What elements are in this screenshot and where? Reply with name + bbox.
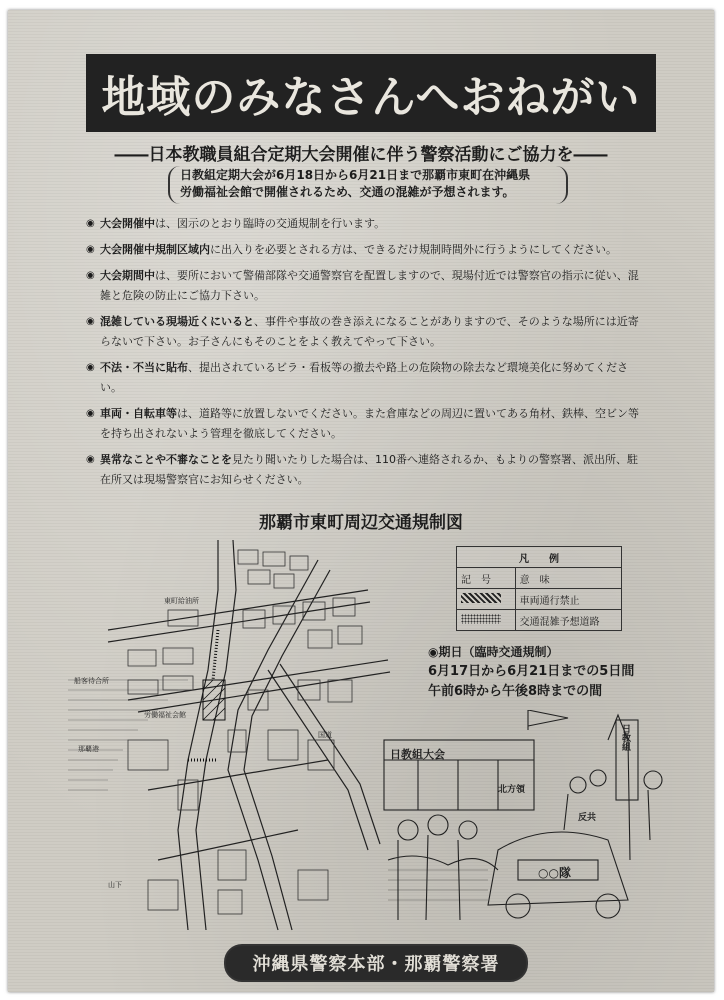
request-text: 、事件や事故の巻き添えになることがありますので、そのような場所には近寄らないで下さい。お子さんにもそのことをよく教えてやって下さい。 bbox=[100, 315, 639, 348]
request-text: に出入りを必要とされる方は、できるだけ規制時間外に行うようにしてください。 bbox=[210, 243, 617, 256]
legend-swatch-congestion bbox=[457, 610, 516, 631]
map-label-port: 那覇港 bbox=[78, 745, 99, 753]
flyer-sheet bbox=[8, 10, 714, 992]
request-lead: 混雑している現場近くにいると bbox=[100, 315, 254, 328]
sign-text-2: 反共 bbox=[578, 813, 597, 823]
map-label-fuel-station: 東町給油所 bbox=[164, 597, 199, 605]
legend-col-symbol: 記 号 bbox=[457, 568, 516, 589]
request-text: は、図示のとおり臨時の交通規制を行います。 bbox=[155, 217, 386, 230]
legend-row-closed: 車両通行禁止 bbox=[515, 589, 621, 610]
map-legend bbox=[456, 546, 622, 631]
map-label-welfare-hall: 労働福祉会館 bbox=[144, 711, 186, 719]
legend-col-meaning: 意 味 bbox=[515, 568, 621, 589]
event-notice-line-2: 労働福祉会館で開催されるため、交通の混雑が予想されます。 bbox=[180, 185, 515, 199]
flyer-title: 地域のみなさんへおねがい bbox=[86, 54, 656, 132]
request-item bbox=[86, 240, 646, 260]
banner-text: 日教組大会 bbox=[390, 748, 445, 761]
request-item bbox=[86, 404, 646, 444]
legend-title: 凡 例 bbox=[457, 547, 622, 568]
event-notice bbox=[168, 166, 568, 204]
request-list bbox=[86, 214, 646, 496]
map-label-ferry-terminal: 船客待合所 bbox=[74, 677, 109, 685]
bus-text: ○○隊 bbox=[538, 866, 571, 880]
rally-illustration bbox=[378, 710, 698, 940]
request-text: 、提出されているビラ・看板等の撤去や路上の危険物の除去など環境美化に努めてください。 bbox=[100, 361, 628, 394]
map-drawing bbox=[68, 530, 398, 940]
period-dates: 6月17日から6月21日までの5日間 bbox=[428, 664, 635, 679]
request-text: は、要所において警備部隊や交通警察官を配置しますので、現場付近では警察官の指示に従い、混雑と危険の防止にご協力下さい。 bbox=[100, 269, 639, 302]
request-item bbox=[86, 214, 646, 234]
legend-swatch-closed bbox=[457, 589, 516, 610]
period-hours: 午前6時から午後8時までの間 bbox=[428, 684, 603, 699]
map-label-yamashita: 山下 bbox=[108, 881, 122, 889]
rally-drawing bbox=[378, 710, 698, 940]
request-lead: 異常なことや不審なことを bbox=[100, 453, 232, 466]
map-title: 那覇市東町周辺交通規制図 bbox=[259, 513, 463, 533]
sign-text-1: 北方領 bbox=[498, 785, 526, 795]
legend-row-congestion: 交通混雑予想道路 bbox=[515, 610, 621, 631]
request-lead: 車両・自転車等 bbox=[100, 407, 177, 420]
request-item bbox=[86, 266, 646, 306]
issuer-footer: 沖縄県警察本部・那覇警察署 bbox=[224, 944, 528, 982]
request-item bbox=[86, 450, 646, 490]
flyer-subtitle: ――日本教職員組合定期大会開催に伴う警察活動にご協力を―― bbox=[114, 145, 608, 165]
request-lead: 不法・不当に貼布 bbox=[100, 361, 188, 374]
flag-text: 日教組 bbox=[620, 724, 630, 751]
request-item bbox=[86, 312, 646, 352]
request-lead: 大会開催中規制区域内 bbox=[100, 243, 210, 256]
request-item bbox=[86, 358, 646, 398]
request-lead: 大会開催中 bbox=[100, 217, 155, 230]
traffic-map bbox=[68, 530, 398, 940]
dots-swatch-icon bbox=[461, 614, 501, 624]
map-label-national-road: 国道 bbox=[318, 731, 332, 739]
regulation-period bbox=[428, 642, 668, 702]
request-text: は、道路等に放置しないでください。また倉庫などの周辺に置いてある角材、鉄棒、空ビン等を持ち出されないよう管理を徹底してください。 bbox=[100, 407, 639, 440]
event-notice-line-1: 日教組定期大会が6月18日から6月21日まで那覇市東町在沖縄県 bbox=[180, 168, 531, 182]
period-heading: ◉期日（臨時交通規制） bbox=[428, 645, 559, 659]
request-lead: 大会期間中 bbox=[100, 269, 155, 282]
hatch-swatch-icon bbox=[461, 593, 501, 603]
request-text: 見たり聞いたりした場合は、110番へ連絡されるか、もよりの警察署、派出所、駐在所又は現場警察官にお知らせください。 bbox=[100, 453, 638, 486]
